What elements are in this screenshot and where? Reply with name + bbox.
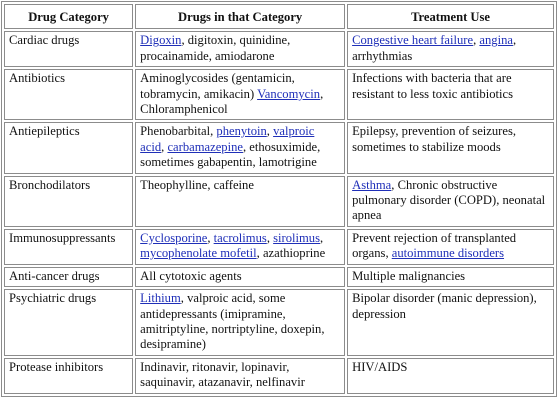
cell-text: , digitoxin, quinidine, procainamide, amiodarone: [140, 33, 291, 63]
term-link[interactable]: Congestive heart failure: [352, 33, 474, 48]
table-row: [4, 229, 554, 265]
table-row: [4, 31, 554, 67]
term-link[interactable]: Cyclosporine: [140, 230, 208, 245]
drug-category-cell: Cardiac drugs: [4, 31, 133, 67]
cell-text: ,: [266, 230, 274, 245]
drug-category-cell: Antiepileptics: [4, 122, 133, 173]
drug-category-cell: Psychiatric drugs: [4, 289, 133, 356]
cell-text: Prevent rejection of transplanted organs,: [352, 230, 517, 261]
treatment-use-cell: [347, 267, 554, 287]
term-link[interactable]: mycophenolate mofetil: [140, 246, 257, 261]
table-body: [4, 31, 554, 393]
term-link[interactable]: sirolimus: [273, 230, 320, 245]
term-link[interactable]: Lithium: [140, 291, 181, 306]
table-row: [4, 358, 554, 394]
cell-text: Multiple malignancies: [352, 268, 466, 283]
table-row: [4, 267, 554, 287]
cell-text: Phenobarbital,: [140, 124, 217, 139]
term-link[interactable]: carbamazepine: [167, 139, 243, 154]
header-drug-category: Drug Category: [4, 4, 133, 29]
term-link[interactable]: autoimmune disorders: [391, 246, 505, 261]
cell-text: ,: [473, 33, 480, 48]
cell-text: , ethosuximide, sometimes gabapentin, lamotrigine: [140, 139, 321, 170]
cell-text: ,: [207, 230, 214, 245]
term-link[interactable]: valproic acid: [140, 124, 315, 154]
drugs-cell: [135, 267, 345, 287]
cell-text: Aminoglycosides (gentamicin, tobramycin, amikacin): [140, 71, 295, 101]
cell-text: ,: [266, 124, 274, 139]
treatment-use-cell: [347, 229, 554, 265]
cell-text: ,: [320, 230, 324, 245]
drugs-cell: [135, 358, 345, 394]
treatment-use-cell: [347, 122, 554, 173]
treatment-use-cell: [347, 69, 554, 120]
term-link[interactable]: tacrolimus: [213, 230, 267, 245]
treatment-use-cell: [347, 289, 554, 356]
drug-category-cell: Anti-cancer drugs: [4, 267, 133, 287]
header-drugs-in-category: Drugs in that Category: [135, 4, 345, 29]
cell-text: , Chloramphenicol: [140, 86, 324, 117]
table-row: [4, 289, 554, 356]
cell-text: , Chronic obstructive pulmonary disorder (COPD), neonatal apnea: [352, 177, 546, 223]
table-row: [4, 176, 554, 227]
header-treatment-use: Treatment Use: [347, 4, 554, 29]
drugs-cell: [135, 69, 345, 120]
drugs-cell: [135, 122, 345, 173]
cell-text: ,: [161, 139, 168, 154]
treatment-use-cell: [347, 358, 554, 394]
cell-text: Epilepsy, prevention of seizures, sometimes to stabilize moods: [352, 124, 516, 154]
cell-text: Infections with bacteria that are resistant to less toxic antibiotics: [352, 71, 513, 101]
term-link[interactable]: angina: [479, 33, 513, 48]
term-link[interactable]: Asthma: [352, 177, 392, 192]
term-link[interactable]: Digoxin: [140, 33, 182, 48]
drugs-cell: [135, 176, 345, 227]
drug-category-table: [1, 1, 557, 397]
drug-category-cell: Protease inhibitors: [4, 358, 133, 394]
table-header-row: [4, 4, 554, 29]
table-row: [4, 69, 554, 120]
table-row: [4, 122, 554, 173]
drugs-cell: [135, 289, 345, 356]
treatment-use-cell: [347, 31, 554, 67]
cell-text: , arrhythmias: [352, 33, 517, 63]
cell-text: Theophylline, caffeine: [140, 177, 254, 192]
drugs-cell: [135, 229, 345, 265]
drugs-cell: [135, 31, 345, 67]
term-link[interactable]: phenytoin: [216, 124, 267, 139]
drug-category-cell: Antibiotics: [4, 69, 133, 120]
cell-text: , azathioprine: [256, 246, 326, 261]
cell-text: Bipolar disorder (manic depression), depression: [352, 291, 537, 321]
cell-text: Indinavir, ritonavir, lopinavir, saquinavir, atazanavir, nelfinavir: [140, 359, 305, 390]
term-link[interactable]: Vancomycin: [257, 86, 321, 101]
cell-text: HIV/AIDS: [352, 359, 408, 374]
cell-text: All cytotoxic agents: [140, 268, 242, 283]
cell-text: , valproic acid, some antidepressants (imipramine, amitriptyline, nortriptyline, doxepin, desipramine): [140, 291, 325, 352]
drug-category-cell: Bronchodilators: [4, 176, 133, 227]
drug-category-cell: Immunosuppressants: [4, 229, 133, 265]
treatment-use-cell: [347, 176, 554, 227]
